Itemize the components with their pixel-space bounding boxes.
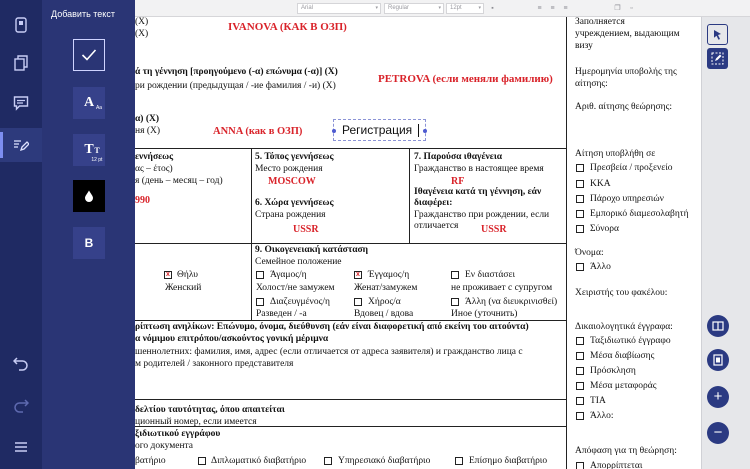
sidebar-text: Πρόσκληση — [590, 366, 636, 376]
resize-handle-right[interactable] — [423, 129, 427, 133]
sidebar-checkbox[interactable] — [576, 210, 584, 218]
place-of-birth-title: 5. Τόπος γεννήσεως — [255, 152, 334, 162]
sidebar-text: Χειριστής του φακέλου: — [575, 288, 668, 298]
sidebar-text: Άλλο — [590, 262, 611, 272]
sidebar-text: учреждением, выдающим — [575, 29, 680, 39]
menu-icon[interactable] — [0, 430, 42, 464]
sidebar-checkbox[interactable] — [576, 367, 584, 375]
single-label: Άγαμος/η — [270, 270, 307, 280]
ink-drop-icon — [84, 190, 94, 202]
travel-doc-sub: ого документа — [135, 441, 194, 451]
sidebar-checkbox[interactable] — [576, 462, 584, 469]
fit-page-icon — [713, 354, 723, 366]
pages-icon[interactable] — [0, 46, 42, 80]
married-label-ru: Женат/замужем — [354, 283, 418, 293]
text-select-button[interactable] — [707, 48, 728, 69]
previous-surname-value[interactable]: PETROVA (если меняли фамилию) — [378, 73, 553, 85]
form-text: ά τη γέννηση [προηγούμενο (-α) επώνυμα (-α)] (X) — [135, 67, 338, 77]
married-checkbox[interactable]: x — [354, 271, 362, 279]
birth-date-value[interactable]: 990 — [135, 195, 150, 206]
divorced-label: Διαζευγμένος/η — [270, 297, 330, 307]
reader-mode-button[interactable] — [707, 315, 729, 337]
text-box[interactable] — [333, 119, 426, 141]
sidebar-text: Δικαιολογητικά έγγραφα: — [575, 322, 673, 332]
country-of-birth-value[interactable]: USSR — [293, 224, 319, 235]
sidebar-text: визу — [575, 41, 593, 51]
text-caret — [418, 124, 419, 137]
sidebar-text: Απόφαση για τη θεώρηση: — [575, 446, 677, 456]
marital-status-title: 9. Οικογενειακή κατάσταση — [255, 245, 369, 255]
add-text-panel — [42, 0, 135, 469]
col-line — [251, 148, 252, 243]
undo-icon[interactable] — [0, 346, 42, 380]
sidebar-text: Ταξιδιωτικό έγγραφο — [590, 336, 671, 346]
guardian-title: α νόμιμου επιτρόπου/ασκούντος γονική μέριμνα — [135, 334, 329, 344]
sidebar-checkbox[interactable] — [576, 263, 584, 271]
sidebar-text: Μέσα μεταφοράς — [590, 381, 657, 391]
form-text: я (день – месяц – год) — [135, 176, 223, 186]
sidebar-text: ΚΚΑ — [590, 179, 611, 189]
sidebar-checkbox[interactable] — [576, 225, 584, 233]
delete-icon[interactable]: ▫ — [630, 5, 633, 12]
nationality-sub: Гражданство в настоящее время — [414, 164, 544, 174]
country-of-birth-sub: Страна рождения — [255, 210, 326, 220]
sidebar-text: Πάροχο υπηρεσιών — [590, 194, 664, 204]
nationality-title: 7. Παρούσα ιθαγένεια — [414, 152, 503, 162]
form-text: (X) — [135, 17, 149, 27]
sidebar-text: Αίτηση υποβλήθη σε — [575, 149, 656, 159]
plus-icon: + — [713, 388, 723, 405]
sidebar-text: Заполняется — [575, 17, 625, 27]
sidebar-divider — [566, 17, 567, 469]
form-text: ας – έτος) — [135, 164, 173, 174]
sidebar-text: Ημερομηνία υποβολής της — [575, 67, 677, 77]
first-name-value[interactable]: ANNA (как в ОЗП) — [213, 126, 303, 137]
col-line — [409, 148, 410, 243]
copy-icon[interactable]: ❐ — [614, 5, 621, 12]
guardian-sub: м родителей / законного представителя — [135, 359, 294, 369]
married-label: Έγγαμος/η — [368, 270, 410, 280]
format-toolbar — [135, 0, 750, 17]
sidebar-text: Πρεσβεία / προξενείο — [590, 163, 673, 173]
minus-icon: − — [713, 424, 723, 441]
font-size-button[interactable] — [73, 87, 105, 119]
id-number-sub: ционный номер, если имеется — [135, 417, 257, 427]
official-passport-checkbox[interactable] — [455, 457, 463, 465]
row-line — [135, 148, 566, 149]
sidebar-checkbox[interactable] — [576, 397, 584, 405]
sidebar-checkbox[interactable] — [576, 164, 584, 172]
align-right-icon[interactable]: ≡ — [563, 5, 568, 12]
align-center-icon[interactable]: ≡ — [550, 5, 555, 12]
country-of-birth-title: 6. Χώρα γεννήσεως — [255, 198, 334, 208]
separated-label-ru: не проживает с супругом — [451, 283, 553, 293]
edit-text-icon[interactable] — [0, 128, 42, 162]
sidebar-text: Άλλο: — [590, 411, 614, 421]
fit-page-button[interactable] — [707, 349, 729, 371]
sidebar-checkbox[interactable] — [576, 337, 584, 345]
female-checkbox[interactable]: x — [164, 271, 172, 279]
sidebar-text: αίτησης: — [575, 79, 608, 89]
female-label-ru: Женский — [165, 283, 202, 293]
sidebar-checkbox[interactable] — [576, 180, 584, 188]
bold-button[interactable] — [73, 227, 105, 259]
sidebar-text: Απορρίπτεται — [590, 461, 643, 469]
select-tool-button[interactable] — [707, 24, 728, 45]
right-toolbar — [701, 17, 750, 469]
nationality-value[interactable]: RF — [451, 176, 465, 187]
female-label: Θήλυ — [177, 270, 198, 280]
service-passport-label: Υπηρεσιακό διαβατήριο — [338, 456, 431, 466]
sidebar-text: Μέσα διαβίωσης — [590, 351, 655, 361]
bold-icon: B — [84, 236, 94, 250]
other-status-label: Άλλη (να διευκρινισθεί) — [465, 297, 558, 307]
sidebar-text: ΤΙΑ — [590, 396, 606, 406]
sidebar-checkbox[interactable] — [576, 352, 584, 360]
sidebar-text: Εμπορικό διαμεσολαβητή — [590, 209, 689, 219]
id-number-title: δελτίου ταυτότητας, όπου απαιτείται — [135, 405, 285, 415]
nationality-birth-value[interactable]: USSR — [481, 224, 507, 235]
diplomatic-passport-label: Διπλωματικό διαβατήριο — [211, 456, 307, 466]
official-passport-label: Επίσημο διαβατήριο — [469, 456, 548, 466]
text-select-icon — [711, 52, 724, 65]
diplomatic-passport-checkbox[interactable] — [198, 457, 206, 465]
sidebar-checkbox[interactable] — [576, 195, 584, 203]
place-of-birth-sub: Место рождения — [255, 164, 323, 174]
nationality-birth-sub: отличается — [414, 221, 459, 231]
cursor-icon — [712, 29, 724, 41]
nationality-birth-title: Ιθαγένεια κατά τη γέννηση, εάν — [414, 187, 542, 197]
font-size-icon: A Aa — [83, 95, 103, 111]
sidebar-checkbox[interactable] — [576, 382, 584, 390]
comment-icon[interactable] — [0, 86, 42, 120]
widowed-checkbox[interactable] — [354, 298, 362, 306]
document-page — [135, 17, 701, 469]
form-text: ня (X) — [135, 126, 161, 136]
sidebar-text: Αριθ. αίτησης θεώρησης: — [575, 102, 672, 112]
passport-option: βατήριο — [135, 456, 166, 466]
nationality-birth-sub: Гражданство при рождении, если — [414, 210, 550, 220]
guardian-sub: шеннолетних: фамилия, имя, адрес (если отличается от адреса заявителя) и гражданство лица с — [135, 347, 523, 357]
service-passport-checkbox[interactable] — [324, 457, 332, 465]
sidebar-text: Σύνορα — [590, 224, 619, 234]
guardian-title: ρίπτωση ανηλίκων: Επώνυμο, όνομα, διεύθυνση (εάν είναι διαφορετική από εκείνη του αιτούντα) — [135, 322, 529, 332]
style-select[interactable]: Regular ▾ — [384, 3, 444, 14]
confirm-button[interactable] — [73, 39, 105, 71]
other-status-label-ru: Иное (уточнить) — [451, 309, 518, 319]
nationality-birth-title: διαφέρει: — [414, 198, 453, 208]
resize-handle-left[interactable] — [332, 129, 336, 133]
separated-checkbox[interactable] — [451, 271, 459, 279]
other-status-checkbox[interactable] — [451, 298, 459, 306]
form-text: ри рождении (предыдущая / -ие фамилия / -и) (X) — [135, 81, 336, 91]
widowed-label-ru: Вдовец / вдова — [354, 309, 414, 319]
text-size-icon: T T 12 pt — [84, 142, 103, 163]
align-icon[interactable]: ≡ — [537, 5, 542, 12]
zoom-out-button[interactable] — [707, 422, 729, 444]
single-checkbox[interactable] — [256, 271, 264, 279]
left-nav — [0, 0, 42, 469]
book-icon — [712, 321, 724, 331]
row-line — [135, 399, 566, 400]
text-size-button[interactable] — [73, 134, 105, 166]
place-of-birth-value[interactable]: MOSCOW — [268, 176, 316, 187]
text-color-button[interactable] — [73, 180, 105, 212]
zoom-in-button[interactable] — [707, 386, 729, 408]
surname-value[interactable]: IVANOVA (КАК В ОЗП) — [228, 21, 347, 33]
widowed-label: Χήρος/α — [368, 297, 401, 307]
divorced-label-ru: Разведен / -а — [256, 309, 307, 319]
panel-title: Добавить текст — [51, 9, 115, 19]
text-color-icon[interactable]: ▪ — [491, 5, 494, 12]
sidebar-text: Όνομα: — [575, 248, 604, 258]
col-line — [251, 243, 252, 320]
font-select[interactable]: Arial ▾ — [297, 3, 381, 14]
travel-doc-title: ξιδιωτικού εγγράφου — [135, 429, 221, 439]
sidebar-checkbox[interactable] — [576, 412, 584, 420]
text-box-value[interactable]: Регистрация — [342, 123, 413, 137]
size-select[interactable]: 12pt ▾ — [446, 3, 484, 14]
redo-icon[interactable] — [0, 388, 42, 422]
form-text: εννήσεως — [135, 152, 174, 162]
check-icon — [81, 48, 97, 62]
form-text: α) (X) — [135, 114, 160, 124]
layers-icon[interactable] — [0, 8, 42, 42]
divorced-checkbox[interactable] — [256, 298, 264, 306]
form-text: (X) — [135, 29, 149, 39]
marital-status-sub: Семейное положение — [255, 257, 342, 267]
single-label-ru: Холост/не замужем — [256, 283, 335, 293]
separated-label: Εν διαστάσει — [465, 270, 516, 280]
